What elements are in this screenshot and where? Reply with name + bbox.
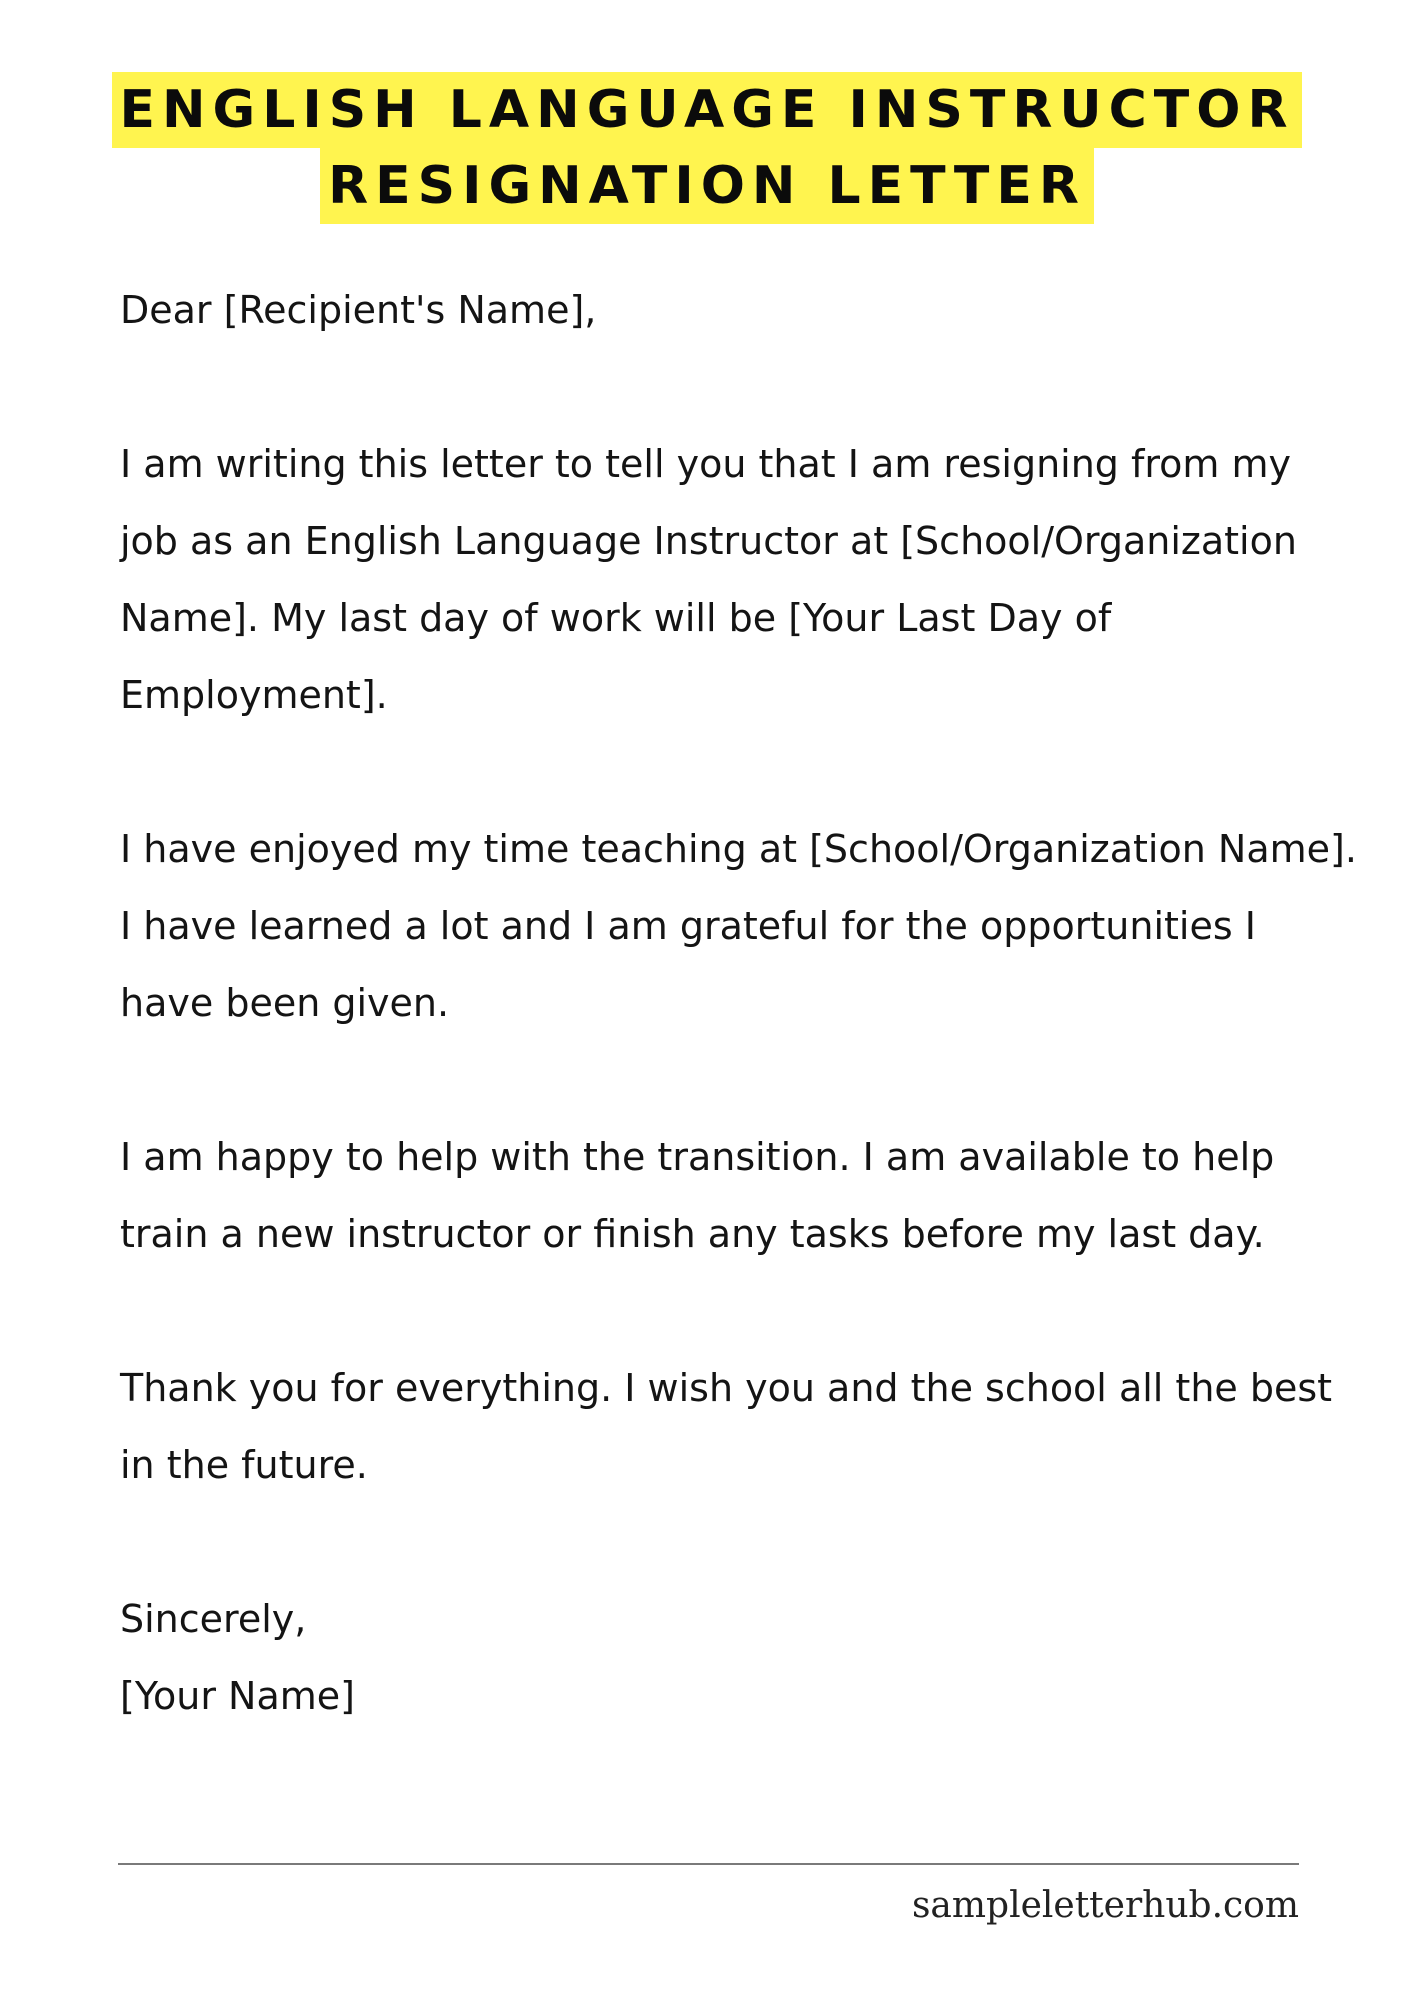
title-line-2: RESIGNATION LETTER: [320, 148, 1094, 224]
closing: Sincerely,: [120, 1597, 307, 1641]
footer-divider: [118, 1863, 1299, 1865]
paragraph-2: I have enjoyed my time teaching at [School/Organization Name]. I have learned a lot and I am grateful for the opportunities I have been given.: [120, 827, 1357, 1025]
paragraph-4: Thank you for everything. I wish you and the school all the best in the future.: [120, 1366, 1333, 1487]
letter-title: [0, 72, 1414, 224]
paragraph-3: I am happy to help with the transition. I am available to help train a new instructor or finish any tasks before my last day.: [120, 1135, 1275, 1256]
paragraph-1: I am writing this letter to tell you that I am resigning from my job as an English Language Instructor at [School/Organization Name]. My last day of work will be [Your Last Day of Employment].: [120, 442, 1297, 717]
letter-body: [120, 272, 1360, 1735]
website-link[interactable]: sampleletterhub.com: [911, 1885, 1299, 1926]
salutation: Dear [Recipient's Name],: [120, 288, 597, 332]
signature: [Your Name]: [120, 1674, 355, 1718]
title-line-1: ENGLISH LANGUAGE INSTRUCTOR: [112, 72, 1303, 148]
